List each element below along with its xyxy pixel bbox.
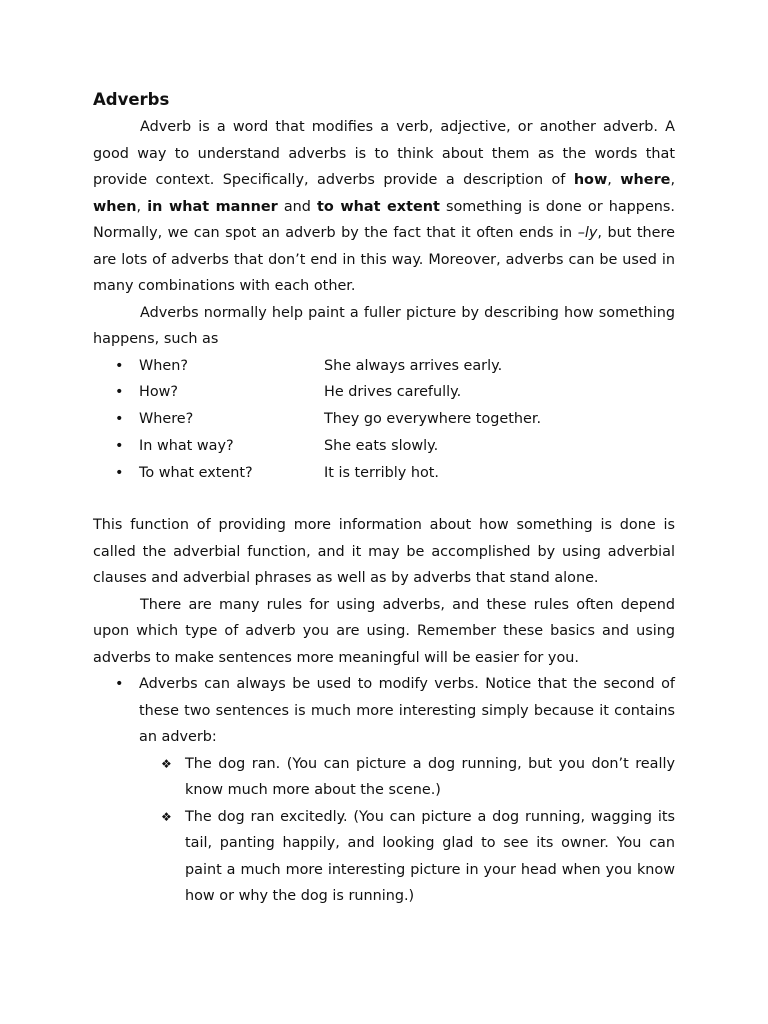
diamond-bullet-icon: ❖ — [161, 756, 172, 771]
bullet-icon: • — [115, 384, 124, 401]
intro-text-1: Adverb is a word that modifies a verb, adjective, or another adverb. A good way to understand adverbs is to think about them as the words that provide context. Specifically, adverbs provide a description of — [93, 119, 675, 188]
list-item — [139, 751, 675, 804]
intro-text-2: , — [607, 172, 621, 188]
example-question: How? — [139, 384, 179, 401]
sub-example-text: The dog ran. (You can picture a dog running, but you don’t really know much more about the scene.) — [185, 755, 675, 799]
diamond-bullet-icon: ❖ — [161, 809, 172, 824]
intro-text-6: something is done or happens. Normally, we can spot an adverb by the fact that it often ends in — [93, 198, 675, 241]
list-item — [93, 353, 675, 380]
keyword-in-what-manner: in what manner — [147, 198, 278, 215]
example-sentence: It is terribly hot. — [324, 464, 439, 481]
examples-intro-paragraph: Adverbs normally help paint a fuller picture by describing how something happens, such as — [93, 304, 675, 347]
suffix-ly: –ly — [577, 225, 598, 241]
keyword-where: where — [620, 172, 671, 188]
keyword-to-what-extent: to what extent — [317, 198, 440, 215]
bullet-icon: • — [115, 411, 124, 428]
keyword-when: when — [93, 198, 137, 215]
rules-paragraph: There are many rules for using adverbs, and these rules often depend upon which type of adverb you are using. Remember these basics and using adverbs to make sentences more meaningful will be easier for you. — [93, 596, 675, 666]
intro-text-3: , — [670, 172, 676, 188]
list-item — [139, 804, 675, 910]
list-item — [93, 406, 675, 433]
example-question: Where? — [139, 411, 194, 428]
intro-text-5: and — [277, 198, 318, 215]
example-sentence: He drives carefully. — [324, 384, 462, 401]
example-sentence: She always arrives early. — [324, 357, 503, 374]
example-question: To what extent? — [139, 464, 253, 481]
list-item — [93, 433, 675, 460]
bullet-icon: • — [115, 437, 124, 454]
intro-paragraph — [93, 114, 675, 300]
example-question: In what way? — [139, 437, 234, 454]
examples-list — [93, 353, 675, 487]
example-sentence: She eats slowly. — [324, 437, 439, 454]
rules-list — [93, 671, 675, 910]
list-item — [93, 460, 675, 487]
list-item — [93, 671, 675, 910]
example-sentence: They go everywhere together. — [324, 411, 542, 428]
intro-text-7: , but there are lots of adverbs that don’t end in this way. Moreover, adverbs can be used in many combinations with each other. — [93, 225, 675, 294]
document-content — [93, 88, 675, 910]
bullet-icon: • — [115, 357, 124, 374]
rule-text: Adverbs can always be used to modify verbs. Notice that the second of these two sentences is much more interesting simply because it contains an adverb: — [139, 676, 675, 746]
example-question: When? — [139, 357, 188, 374]
bullet-icon: • — [115, 676, 124, 693]
adverbial-function-paragraph: This function of providing more information about how something is done is called the adverbial function, and it may be accomplished by using adverbial clauses and adverbial phrases as well as by adverbs that stand alone. — [93, 517, 675, 587]
sub-examples-list — [139, 751, 675, 910]
sub-example-text: The dog ran excitedly. (You can picture a dog running, wagging its tail, panting happily, and looking glad to see its owner. You can paint a much more interesting picture in your head when you know how or why the dog is running.) — [185, 808, 675, 905]
intro-text-4: , — [136, 198, 148, 215]
keyword-how: how — [573, 172, 608, 188]
list-item — [93, 379, 675, 406]
bullet-icon: • — [115, 464, 124, 481]
paragraph-spacer — [93, 486, 675, 512]
page-title: Adverbs — [93, 90, 170, 109]
